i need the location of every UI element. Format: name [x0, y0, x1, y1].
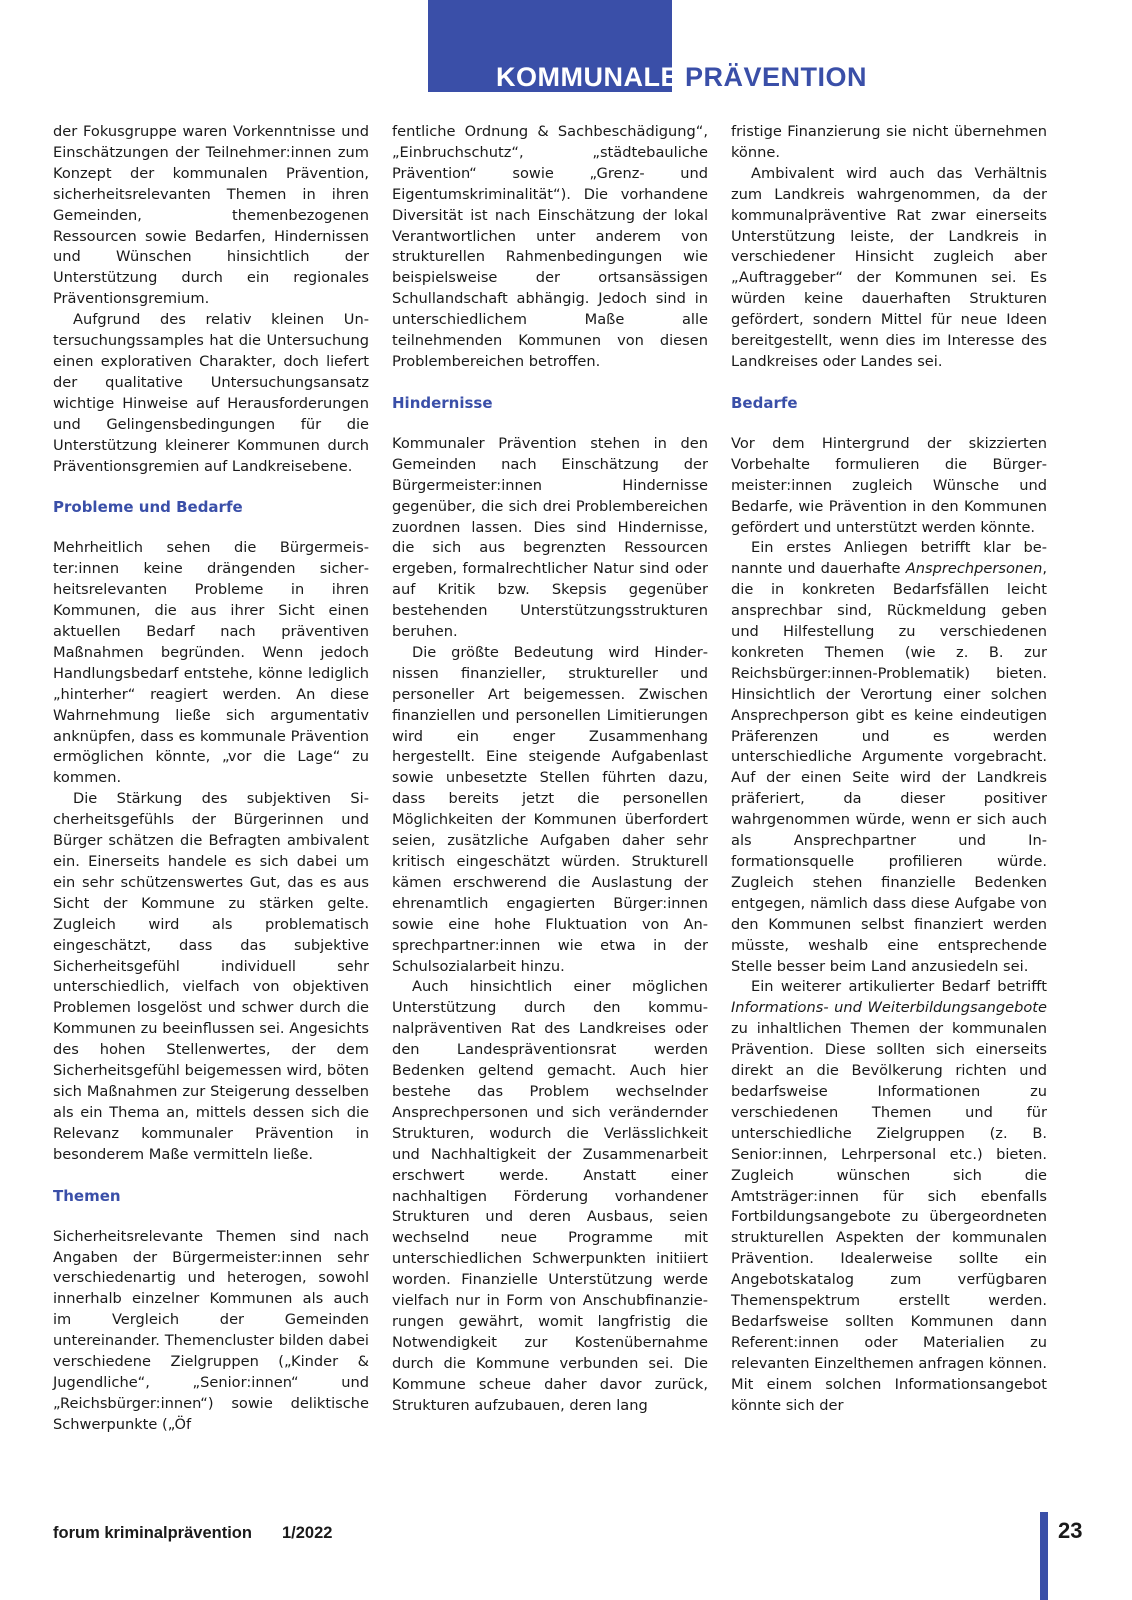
section-heading: Bedarfe: [731, 393, 798, 412]
text-run: Ein erstes Anliegen betrifft klar benannte und dauerhafte: [731, 539, 1047, 578]
text-run: zu inhaltlichen Themen der kommunalen Prävention. Diese sollten sich einerseits direkt an die Bevölkerung richten und bedarfsweise Informationen zu verschiedenen Themen und für unterschiedliche Zielgruppen (z. B. Senior:innen, Lehrpersonal etc.) bieten. Zugleich wünschen sich die Amtsträger:innen für sich ebenfalls Fortbildungsangebote zu übergeordneten strukturellen Aspekten der kommunalen Prävention. Idealerweise sollte ein Angebotskatalog zum verfügbaren Themenspektrum erstellt werden. Bedarfsweise sollten Kommunen dann Referent:innen oder Materialien zu relevanten Einzelthemen anfragen können. Mit einem solchen Informationsangebot könnte sich der: [731, 1020, 1047, 1414]
section-title-part1: KOMMUNALE: [496, 62, 679, 92]
paragraph: [731, 538, 1047, 977]
footer-journal: [53, 1524, 332, 1543]
section-title-part2: PRÄVENTION: [684, 62, 868, 92]
issue-number: 1/2022: [281, 1524, 333, 1542]
text-run: , die in konkreten Bedarfsfällen leicht ansprechbar sind, Rückmeldung geben und Hilfestellung zu verschiedenen konkreten Themen (wie z. B. zur Reichsbürger:innen-Problematik) bieten. Hinsichtlich der Verortung einer solchen Ansprechperson gibt es keine eindeutigen Präferenzen und es werden unterschiedliche Argumente vorgebracht. Auf der einen Seite wird der Landkreis präferiert, da dieser positiver wahrgenommen würde, wenn er sich auch als Ansprechpartner und Informationsquelle profilieren würde. Zugleich stehen finanzielle Bedenken entgegen, nämlich dass diese Aufgabe von den Kommunen selbst finanziert werden müsste, weshalb eine entsprechende Stelle besser beim Land anzusiedeln sei.: [731, 560, 1047, 975]
page-marker-bar: [1040, 1512, 1048, 1600]
paragraph: Die größte Bedeutung wird Hindernissen finanzieller, struktureller und personeller Art beigemessen. Zwischen finanziellen und personellen Limitierungen wird ein enger Zusammenhang hergestellt. Eine steigende Aufgabenlast sowie unbesetzte Stellen führten dazu, dass bereits jetzt die personellen Möglichkeiten der Kommunen überfordert seien, zusätzliche Aufgaben daher sehr kritisch eingeschätzt würden. Strukturell kämen erschwerend die Auslastung der ehrenamtlich engagierten Bürger:innen sowie eine hohe Fluktuation von Ansprechpartner:innen wie etwa in der Schulsozialarbeit hinzu.: [392, 643, 708, 975]
emphasis: Ansprechpersonen: [905, 560, 1043, 578]
paragraph: Auch hinsichtlich einer möglichen Unterstützung durch den kommunalpräventiven Rat des Landkreises oder den Landespräventionsrat werden Bedenken geltend gemacht. Auch hier bestehe das Problem wechselnder Ansprechpersonen und sich verändernder Strukturen, wodurch die Verlässlichkeit und Nachhaltigkeit der Zusammenarbeit erschwert werde. Anstatt einer nachhaltigen Förderung vorhandener Strukturen und deren Ausbaus, seien wechselnd neue Programme mit unterschiedlichen Schwerpunkten initiiert worden. Finanzielle Unterstützung werde vielfach nur in Form von Anschubfinanzierungen gewährt, womit langfristig die Notwendigkeit zur Kostenübernahme durch die Kommune verbunden sei. Die Kommune scheue daher davor zurück, Strukturen aufzubauen, deren lang: [392, 978, 708, 1414]
paragraph: Ambivalent wird auch das Verhältnis zum Landkreis wahrgenommen, da der kommunalpräventive Rat zwar einerseits Unterstützung leiste, der Landkreis in verschiedener Hinsicht zugleich aber „Auftraggeber“ der Kommunen sei. Es würden keine dauerhaften Strukturen gefördert, sondern Mittel für neue Ideen bereitgestellt, wenn dies im Interesse des Landkreises oder Landes sei.: [731, 164, 1047, 370]
paragraph: Sicherheitsrelevante Themen sind nach Angaben der Bürgermeister:innen sehr verschiedenartig und heterogen, sowohl innerhalb einzelner Kommunen als auch im Vergleich der Gemeinden untereinander. Themencluster bilden dabei verschiedene Zielgruppen („Kinder & Jugendliche“, „Senior:innen“ und „Reichsbürger:innen“) sowie deliktische Schwerpunkte („Öf: [53, 1227, 369, 1433]
text-column-3: [731, 122, 1047, 1416]
section-heading: Hindernisse: [392, 393, 493, 412]
page-number: 23: [1058, 1518, 1083, 1543]
paragraph: Aufgrund des relativ kleinen Untersuchungssamples hat die Untersuchung einen explorativen Charakter, doch liefert der qualitative Untersuchungsansatz wichtige Hinweise auf Herausforderungen und Gelingensbedingungen für die Unterstützung kleinerer Kommunen durch Präventionsgremien auf Landkreisebene.: [53, 311, 369, 475]
paragraph: Kommunaler Prävention stehen in den Gemeinden nach Einschätzung der Bürgermeister:innen Hindernisse gegenüber, die sich drei Problembereichen zuordnen lassen. Dies sind Hindernisse, die sich aus begrenzten Ressourcen ergeben, formalrechtlicher Natur sind oder auf Kritik bzw. Skepsis gegenüber bestehenden Unterstützungsstrukturen beruhen.: [392, 434, 708, 641]
text-column-2: [392, 122, 708, 1416]
paragraph: [731, 977, 1047, 1416]
section-heading: Themen: [53, 1186, 121, 1205]
journal-name: forum kriminalprävention: [53, 1524, 252, 1542]
paragraph: der Fokusgruppe waren Vorkenntnisse und Einschätzungen der Teilnehmer:innen zum Konzept der kommunalen Prävention, sicherheitsrelevanten Themen in ihren Gemeinden, themenbezogenen Ressourcen sowie Bedarfen, Hindernissen und Wünschen hinsichtlich der Unterstützung durch ein regionales Präventionsgremium.: [53, 123, 369, 308]
section-title: [496, 62, 867, 96]
paragraph: fristige Finanzierung sie nicht übernehmen könne.: [731, 123, 1047, 161]
paragraph: fentliche Ordnung & Sachbeschädigung“, „Einbruchschutz“, „städtebauliche Prävention“ sowie „Grenz- und Eigentumskriminalität“). Die vorhandene Diversität ist nach Einschätzung der lokal Verantwortlichen unter anderem von strukturellen Rahmenbedingungen wie beispielsweise der ortsansässigen Schullandschaft abhängig. Jedoch sind in unterschiedlichem Maße alle teilnehmenden Kommunen von diesen Problembereichen betroffen.: [392, 123, 708, 370]
paragraph: Die Stärkung des subjektiven Sicherheitsgefühls der Bürgerinnen und Bürger schätzen die Befragten ambivalent ein. Einerseits handele es sich dabei um ein sehr schützenswertes Gut, das es aus Sicht der Kommune zu stärken gelte. Zugleich wird als problematisch eingeschätzt, dass das subjektive Sicherheitsgefühl individuell sehr unterschiedlich, vielfach von objektiven Problemen losgelöst und schwer durch die Kommunen zu beeinflussen sei. Angesichts des hohen Stellenwertes, der dem Sicherheitsgefühl beigemessen wird, böten sich Maßnahmen zur Steigerung desselben als ein Thema an, mittels dessen sich die Relevanz kommunaler Prävention in besonderem Maße vermitteln ließe.: [53, 790, 369, 1163]
paragraph: Mehrheitlich sehen die Bürgermeister:innen keine drängenden sicherheitsrelevanten Probleme in ihren Kommunen, die aus ihrer Sicht einen aktuellen Bedarf nach präventiven Maßnahmen begründen. Wenn jedoch Handlungsbedarf entstehe, könne lediglich „hinterher“ reagiert werden. An diese Wahrnehmung ließe sich argumentativ anknüpfen, dass es kommunale Prävention ermöglichen könnte, „vor die Lage“ zu kommen.: [53, 539, 369, 787]
emphasis: Informations- und Weiterbildungsangebote: [731, 999, 1047, 1017]
text-run: Ein weiterer artikulierter Bedarf betrifft: [751, 978, 1047, 996]
text-column-1: [53, 122, 369, 1436]
section-heading: Probleme und Bedarfe: [53, 498, 243, 517]
paragraph: Vor dem Hintergrund der skizzierten Vorbehalte formulieren die Bürgermeister:innen zugleich Wünsche und Bedarfe, wie Prävention in den Kommunen gefördert und unterstützt werden könnte.: [731, 434, 1047, 536]
